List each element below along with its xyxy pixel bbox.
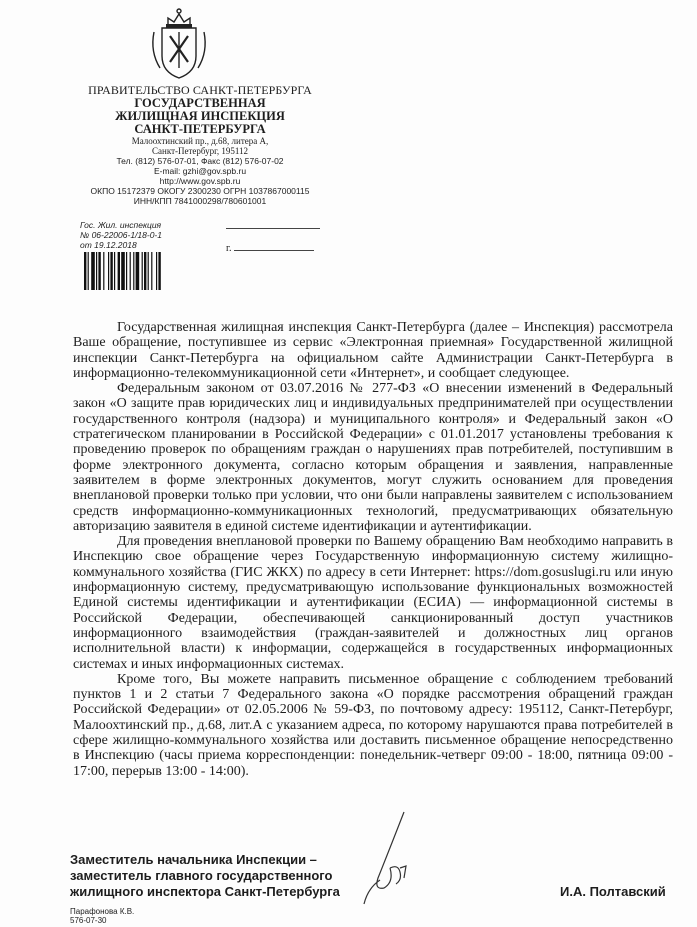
signatory-title-line2: заместитель главного государственного [70, 868, 333, 883]
paragraph-2: Федеральным законом от 03.07.2016 № 277-ФЗ «О внесении изменений в Федеральный закон «О защите прав юридических лиц и индивидуальных предпринимателей при осуществлении государственного контроля (надзора) и муниципального контроля» и Федеральный закон «О стратегическом планировании в Российской Федерации» с 01.01.2017 установлены требования к проведению проверок по обращениям граждан о нарушениях прав потребителей, поступившим в форме электронного документа, согласно которым обращения и заявления, направленные заявителем в форме электронных документов, могут служить основанием для проведения внеплановой проверки только при условии, что они были направлены заявителем с использованием средств информационно-коммуникационных технологий, предусматривающих обязательную авторизацию заявителя в единой системе идентификации и аутентификации. [73, 381, 673, 534]
phone-line: Тел. (812) 576-07-01, Факс (812) 576-07-02 [116, 156, 284, 166]
agency-name-line3: САНКТ-ПЕТЕРБУРГА [134, 122, 266, 136]
executor-info [70, 907, 134, 925]
address-line1: Малоохтинский пр., д.68, литера А, [131, 136, 269, 146]
signatory-title-line3: жилищного инспектора Санкт-Петербурга [70, 884, 340, 899]
government-name: ПРАВИТЕЛЬСТВО САНКТ-ПЕТЕРБУРГА [88, 83, 312, 97]
email-line: E-mail: gzhi@gov.spb.ru [153, 166, 247, 176]
city-underline [234, 250, 314, 251]
signatory-name: И.А. Полтавский [560, 884, 666, 899]
registration-number: № 06-22006-1/18-0-1 [80, 230, 162, 240]
letterhead [60, 84, 340, 206]
addressee-city-fill [226, 243, 318, 255]
paragraph-3: Для проведения внеплановой проверки по Вашему обращению Вам необходимо направить в Инспекцию свое обращение через Государственную информационную систему жилищно-коммунального хозяйства (ГИС ЖКХ) по адресу в сети Интернет: https://dom.gosuslugi.ru или иную информационную систему, предусматривающую использование функциональных возможностей Единой системы идентификации и аутентификации (ЕСИА) — информационной системы в Российской Федерации, обеспечивающей санкционированный доступ участников информационного взаимодействия (граждан-заявителей и должностных лиц органов исполнительной власти) к информации, содержащейся в государственных информационных системах и иных информационных системах. [73, 534, 673, 672]
signatory-title [70, 852, 340, 900]
paragraph-1: Государственная жилищная инспекция Санкт-Петербурга (далее – Инспекция) рассмотрела Ваше обращение, поступившее из сервис «Электронная приемная» Государственной жилищной инспекции Санкт-Петербурга на официальном сайте Администрации Санкт-Петербурга в информационно-телекоммуникационной сети «Интернет», и сообщает следующее. [73, 320, 673, 381]
letter-body [73, 320, 673, 779]
coat-of-arms-emblem [146, 6, 212, 82]
registration-stamp [80, 220, 180, 250]
registration-date: от 19.12.2018 [80, 240, 137, 250]
registration-line1: Гос. Жил. инспекция [80, 220, 162, 230]
executor-name: Парафонова К.В. [70, 907, 135, 916]
city-prefix: г. [226, 243, 232, 254]
codes-line2: ИНН/КПП 7841000298/780601001 [133, 196, 267, 206]
agency-name-line1: ГОСУДАРСТВЕННАЯ [134, 96, 266, 110]
website-line: http://www.gov.spb.ru [159, 176, 241, 186]
address-line2: Санкт-Петербург, 195112 [152, 146, 248, 156]
paragraph-4: Кроме того, Вы можете направить письменное обращение с соблюдением требований пунктов 1 и 2 статьи 7 Федерального закона «О порядке рассмотрения обращений граждан Российской Федерации» от 02.05.2006 № 59-ФЗ, по почтовому адресу: 195112, Санкт-Петербург, Малоохтинский пр., д.68, лит.А с указанием адреса, по которому нарушаются права потребителей в сфере жилищно-коммунального хозяйства или доставить письменное обращение непосредственно в Инспекцию (часы приема корреспонденции: понедельник-четверг 09:00 - 18:00, пятница 09:00 - 17:00, перерыв 13:00 - 14:00). [73, 671, 673, 779]
codes-line1: ОКПО 15172379 ОКОГУ 2300230 ОГРН 1037867000115 [90, 186, 310, 196]
agency-name-line2: ЖИЛИЩНАЯ ИНСПЕКЦИЯ [115, 109, 285, 123]
signatory-title-line1: Заместитель начальника Инспекции – [70, 852, 317, 867]
handwritten-signature [360, 808, 450, 908]
executor-phone: 576-07-30 [70, 916, 107, 925]
barcode [84, 252, 180, 290]
addressee-fill-line [226, 218, 320, 229]
